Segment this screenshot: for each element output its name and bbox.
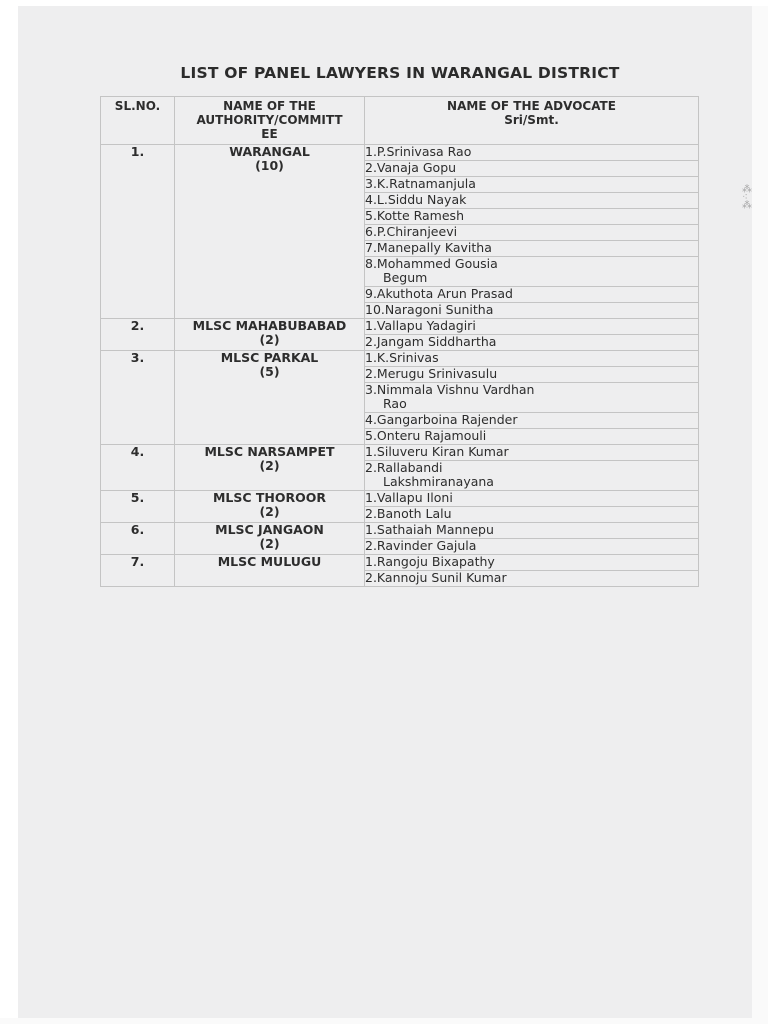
advocate-name: 6.P.Chiranjeevi [365, 224, 458, 239]
advocate-name: 2.Vanaja Gopu [365, 160, 457, 175]
advocate-name: 1.Sathaiah Mannepu [365, 522, 494, 537]
serial-number-cell: 4. [101, 445, 175, 491]
table-row [101, 319, 699, 335]
authority-cell [175, 351, 365, 445]
serial-number-cell: 7. [101, 555, 175, 587]
advocate-cell [365, 287, 699, 303]
advocate-name: 7.Manepally Kavitha [365, 240, 492, 255]
advocate-cell [365, 319, 699, 335]
advocate-name: 2.Banoth Lalu [365, 506, 452, 521]
advocate-name-continuation: Begum [383, 270, 428, 285]
advocate-cell [365, 555, 699, 571]
table-body [101, 145, 699, 587]
page-edge [752, 6, 768, 1024]
advocate-cell [365, 445, 699, 461]
advocate-cell [365, 193, 699, 209]
panel-count: (2) [259, 504, 280, 519]
advocate-cell [365, 507, 699, 523]
table-row [101, 523, 699, 539]
authority-header-line: AUTHORITY/COMMITT [196, 113, 343, 127]
authority-name: MLSC PARKAL [220, 350, 319, 365]
authority-cell [175, 319, 365, 351]
advocate-header-line: NAME OF THE ADVOCATE [447, 99, 616, 113]
advocate-cell [365, 351, 699, 367]
advocate-name: 1.Vallapu Iloni [365, 490, 453, 505]
panel-count: (10) [255, 158, 284, 173]
advocate-cell [365, 161, 699, 177]
document-title: LIST OF PANEL LAWYERS IN WARANGAL DISTRICT [180, 64, 620, 82]
advocate-name: 8.Mohammed Gousia [365, 256, 498, 271]
table-row [101, 491, 699, 507]
advocate-cell [365, 429, 699, 445]
serial-number-cell: 6. [101, 523, 175, 555]
panel-count: (2) [259, 332, 280, 347]
authority-name: WARANGAL [229, 144, 310, 159]
column-header-sl-no [101, 97, 175, 145]
advocate-name: 2.Ravinder Gajula [365, 538, 477, 553]
advocate-name: 2.Jangam Siddhartha [365, 334, 497, 349]
authority-cell [175, 445, 365, 491]
column-header-authority [175, 97, 365, 145]
page-bottom-edge [0, 1018, 768, 1024]
serial-number-cell: 5. [101, 491, 175, 523]
advocate-cell [365, 241, 699, 257]
table-row [101, 145, 699, 161]
advocate-name-continuation: Rao [383, 396, 407, 411]
advocate-cell [365, 539, 699, 555]
advocate-name: 1.Siluveru Kiran Kumar [365, 444, 509, 459]
advocate-name: 9.Akuthota Arun Prasad [365, 286, 513, 301]
column-header-advocate [365, 97, 699, 145]
advocate-name: 1.K.Srinivas [365, 350, 439, 365]
sl-no-header-label: SL.NO. [114, 99, 161, 113]
authority-name: MLSC MAHABUBABAD [192, 318, 347, 333]
advocate-name: 1.Rangoju Bixapathy [365, 554, 495, 569]
advocate-name: 5.Onteru Rajamouli [365, 428, 487, 443]
advocate-name: 10.Naragoni Sunitha [365, 302, 494, 317]
advocate-cell [365, 491, 699, 507]
advocate-cell [365, 523, 699, 539]
advocate-name: 2.Rallabandi [365, 460, 443, 475]
advocate-cell [365, 367, 699, 383]
scan-artifact-icon: ⁂ ⁖ ⁂ [742, 184, 752, 211]
advocate-name: 1.P.Srinivasa Rao [365, 144, 472, 159]
table-row [101, 351, 699, 367]
authority-name: MLSC THOROOR [212, 490, 327, 505]
advocate-name: 2.Merugu Srinivasulu [365, 366, 498, 381]
advocate-cell [365, 571, 699, 587]
authority-cell [175, 145, 365, 319]
authority-cell [175, 523, 365, 555]
advocate-cell [365, 303, 699, 319]
advocate-cell [365, 145, 699, 161]
serial-number-cell: 3. [101, 351, 175, 445]
advocate-name: 3.Nimmala Vishnu Vardhan [365, 382, 535, 397]
authority-header-line: NAME OF THE [223, 99, 316, 113]
advocate-cell [365, 461, 699, 491]
panel-count: (2) [259, 458, 280, 473]
authority-name: MLSC NARSAMPET [204, 444, 335, 459]
authority-cell [175, 491, 365, 523]
advocate-cell [365, 413, 699, 429]
authority-name: MLSC MULUGU [217, 554, 322, 569]
advocate-name: 2.Kannoju Sunil Kumar [365, 570, 507, 585]
serial-number-cell: 2. [101, 319, 175, 351]
advocate-cell [365, 335, 699, 351]
advocate-name: 4.L.Siddu Nayak [365, 192, 467, 207]
serial-number-cell: 1. [101, 145, 175, 319]
advocate-name: 1.Vallapu Yadagiri [365, 318, 476, 333]
advocate-cell [365, 257, 699, 287]
advocate-cell [365, 177, 699, 193]
panel-count: (2) [259, 536, 280, 551]
panel-lawyers-table [100, 96, 699, 587]
advocate-cell [365, 225, 699, 241]
advocate-cell [365, 383, 699, 413]
panel-count: (5) [259, 364, 280, 379]
authority-name: MLSC JANGAON [215, 522, 324, 537]
advocate-name-continuation: Lakshmiranayana [383, 474, 494, 489]
advocate-cell [365, 209, 699, 225]
authority-cell [175, 555, 365, 587]
authority-header-line: EE [261, 127, 278, 141]
table-row [101, 445, 699, 461]
advocate-name: 4.Gangarboina Rajender [365, 412, 518, 427]
advocate-name: 3.K.Ratnamanjula [365, 176, 476, 191]
table-header-row [101, 97, 699, 145]
table-row [101, 555, 699, 571]
advocate-name: 5.Kotte Ramesh [365, 208, 464, 223]
advocate-header-line: Sri/Smt. [504, 113, 559, 127]
